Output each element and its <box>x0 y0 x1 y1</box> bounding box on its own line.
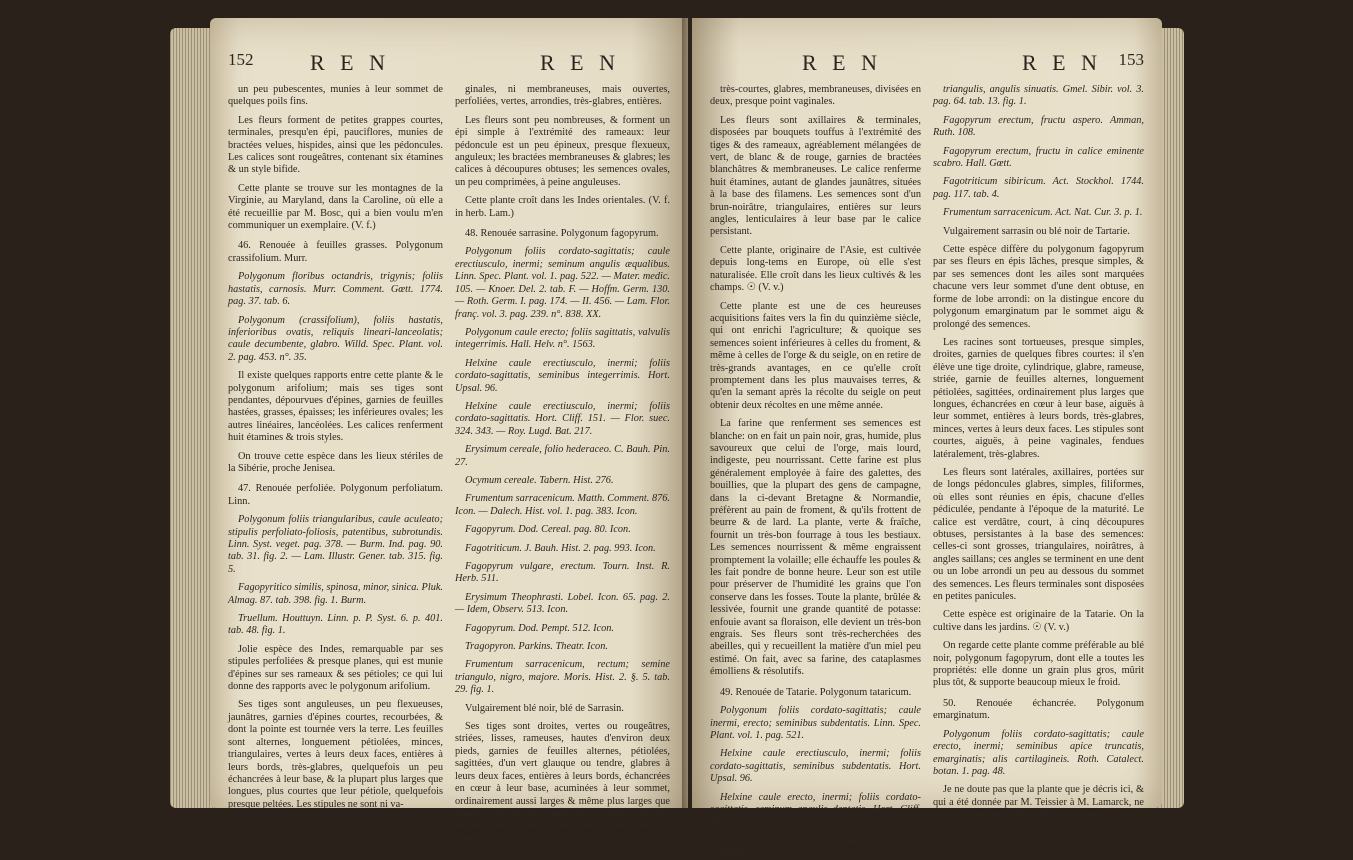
paragraph: Cette plante croît dans les Indes orientales. (V. f. in herb. Lam.) <box>455 195 670 219</box>
headword-right: R E N <box>540 50 620 75</box>
paragraph: Fagopyrum erectum, fructu aspero. Amman, Ruth. 108. <box>933 114 1144 139</box>
paragraph: Fagopyrum. Dod. Pempt. 512. Icon. <box>465 622 614 634</box>
paragraph: La farine que renferment ses semences est blanche: on en fait un pain noir, gras, humide, plus savoureux que celui de l'orge, mais lourd, indigeste, peu nourrissant. Cette farine est plus généralement employée à faire des galettes, des bouillies, que la plupart des gens de campagne, dans la ci-devant Bretagne & Normandie, préfèrent au pain de froment, & qu'ils frottent de beurre & de lard. La plante, verte & fraîche, fournit un très-bon fourrage à tous les bestiaux. Les semences nourrissent & même engraissent promptement la volaille; elle échauffe les poules & les fait pondre de bonne heure. Leur son est utile pour préserver de l'humidité les grains que l'on conserve dans les fosses. Toute la plante, brûlée & lessivée, fournit une grande quantité de potasse: enfouie avant sa floraison, elle devient un très-bon engrais. Ses fleurs sont très-recherchées des abeilles, qui y recueillent la matière d'un miel peu estimé. On fait, avec sa farine, des cataplasmes émolliens & résolutifs. <box>710 418 921 678</box>
paragraph: 48. Renouée sarrasine. Polygonum fagopyrum. <box>465 228 659 240</box>
paragraph: Ses tiges sont anguleuses, un peu flexueuses, jaunâtres, garnies d'épines courtes, recourbées, & dont la pointe est tournée vers la terre. Les feuilles sont alternes, longuement pétiolées, minces, triangulaires, vertes à leurs deux faces, entières à leurs bords, très-glabres, quelquefois un peu échancrées à leur base, & la plupart plus larges que longues, plus courtes que leur pétiole, quelquefois presque peltées. Les stipules ne sont ni va- <box>228 699 443 810</box>
paragraph: ginales, ni membraneuses, mais ouvertes, perfoliées, vertes, arrondies, très-glabres, entières. <box>455 84 670 108</box>
paragraph: Polygonum (crassifolium), foliis hastatis, inferioribus ovatis, reliquis lineari-lanceolatis; caule decumbente, glabro. Willd. Spec. Plant. vol. 2. pag. 453. n°. 35. <box>228 314 443 363</box>
paragraph: Tragopyron. Parkins. Theatr. Icon. <box>465 641 608 653</box>
paragraph: On trouve cette espèce dans les lieux stériles de la Sibérie, proche Jenisea. <box>228 450 443 474</box>
paragraph: Fagotriticum sibiricum. Act. Stockhol. 1744. pag. 117. tab. 4. <box>933 176 1144 200</box>
text-column-1 <box>710 84 921 859</box>
paragraph: Polygonum floribus octandris, trigynis; seminibus <box>710 834 921 859</box>
text-column-1 <box>228 84 443 810</box>
paragraph: Fagopyritico similis, spinosa, minor, sinica. Pluk. Almag. 87. tab. 398. fig. 1. Burm. <box>228 582 443 606</box>
paragraph: Il existe quelques rapports entre cette plante & le polygonum arifolium; mais ses tiges sont pendantes, dépourvues d'épines, garnies de feuilles hastées, grasses, épaisses; les inférieures ovales; les autres linéaires, lancéolées. Les calices renferment huit étamines & trois styles. <box>228 370 443 444</box>
paragraph: Fagotriticum. J. Bauh. Hist. 2. pag. 993. Icon. <box>465 542 656 554</box>
open-book <box>170 18 1190 859</box>
page-edges-left <box>170 28 214 808</box>
paragraph: un peu pubescentes, munies à leur sommet de quelques poils fins. <box>228 84 443 108</box>
headword-left: R E N <box>310 50 390 75</box>
headword-left: R E N <box>802 50 882 75</box>
paragraph: Polygonum floribus octandris, trigynis; foliis hastatis, carnosis. Murr. Comment. Gœtt. 1774. pag. 37. tab. 6. <box>228 271 443 308</box>
paragraph: 50. Renouée échancrée. Polygonum emarginatum. <box>933 697 1144 722</box>
text-column-2 <box>455 84 670 844</box>
paragraph: Truellum. Houttuyn. Linn. p. P. Syst. 6. p. 401. tab. 48. fig. 1. <box>228 613 443 637</box>
paragraph: Helxine caule erectiusculo, inermi; foliis cordato-sagittatis, seminibus subdentatis. Hort. Upsal. 96. <box>710 748 921 785</box>
paragraph: Cette espèce est originaire de la Tatarie. On la cultive dans les jardins. ☉ (V. v.) <box>933 609 1144 633</box>
running-head-right-page <box>692 50 1162 80</box>
right-page <box>692 18 1162 859</box>
paragraph: Cette plante, originaire de l'Asie, est cultivée depuis long-tems en Europe, où elle s'est naturalisée. Elle croît dans les lieux cultivés & les champs. ☉ (V. v.) <box>710 244 921 294</box>
paragraph: Helxine caule erecto, inermi; foliis cordato-sagittatis, seminum angulis dentatis. Hort. Cliff. 151. <box>710 791 921 828</box>
paragraph: Polygonum foliis cordato-sagittatis; caule erecto, inermi; seminibus apice truncatis, emarginatis; alis cartilagineis. Roth. Catalect. botan. 1. pag. 48. <box>933 728 1144 777</box>
paragraph: Fagopyrum vulgare, erectum. Tourn. Inst. R. Herb. 511. <box>455 561 670 585</box>
paragraph: Je ne doute pas que la plante que je décris ici, & qui a été donnée par M. Teissier à M. Lamarck, ne soit la même que celle de Roth, à laquelle je <box>933 784 1144 821</box>
paragraph: Fagopyrum. Dod. Cereal. pag. 80. Icon. <box>465 524 631 536</box>
paragraph: Les fleurs sont axillaires & terminales, disposées par bouquets touffus à l'extrémité des tiges & des rameaux, agréablement mélangées de vert, de blanc & de rouge, garnies de bractées blanchâtres & membraneuses. Le calice renferme huit étamines, autant de glandes jaunâtres, situées à la base des filamens. Les semences sont d'un brun-noirâtre, triangulaires, entières sur leurs angles, lenticulaires à leur base par le calice persistant. <box>710 114 921 238</box>
paragraph: Cette espèce diffère du polygonum fagopyrum par ses fleurs en épis lâches, presque simples, & par ses semences dont les ailes sont marquées chacune vers leur sommet d'une dent obtuse, en forme de lobe arrondi: on la distingue encore du polygonum emarginatum par le sommet aigu & prolongé des semences. <box>933 244 1144 330</box>
paragraph: Jolie espèce des Indes, remarquable par ses stipules perfoliées & presque planes, qui est munie d'épines sur ses rameaux & ses pétioles; ce qui lui donne des rapports avec le polygonum arifolium. <box>228 643 443 693</box>
paragraph: Vulgairement blé noir, blé de Sarrasin. <box>465 702 624 714</box>
paragraph: Les fleurs sont latérales, axillaires, portées sur de longs pédoncules glabres, simples, filiformes, où elles sont réunies en épis, chacune d'elles pédiculée, pendante à l'époque de la maturité. Le calice est verdâtre, court, à cinq découpures obtuses, persistantes à la base des semences: celles-ci sont grosses, triangulaires, noirâtres, à angles saillans; ces angles se terminent en une dent ou un lobe arrondi un peu au dessous du sommet des semences. Les fleurs terminales sont disposées en petites panicules. <box>933 466 1144 603</box>
paragraph: Cette plante est une de ces heureuses acquisitions faites vers la fin du quinzième siècle, qui ont enrichi l'agriculture; & quoique ses semences soient inférieures à celles du froment, & même à celles de l'orge & du seigle, on en retire de très-grands avantages, en ce qu'elle croît promptement dans les plus mauvaises terres, & qu'en la semant après la récolte du seigle on peut obtenir deux récoltes en une même année. <box>710 300 921 411</box>
text-column-2 <box>933 84 1144 821</box>
paragraph: Polygonum caule erecto; foliis sagittatis, valvulis integerrimis. Hall. Helv. n°. 1563. <box>455 326 670 351</box>
paragraph: Ocymum cereale. Tabern. Hist. 276. <box>465 474 614 486</box>
paragraph: Frumentum sarracenicum. Matth. Comment. 876. Icon. — Dalech. Hist. vol. 1. pag. 383. Icon. <box>455 493 670 517</box>
paragraph: Polygonum foliis triangularibus, caule aculeato; stipulis perfoliato-foliosis, patentibus, subrotundis. Linn. Syst. veget. pag. 378. — Burm. Ind. pag. 90. tab. 31. fig. 2. — Lam. Illustr. Gener. tab. 315. fig. 5. <box>228 514 443 575</box>
page-number: 152 <box>228 50 254 69</box>
paragraph: Les racines sont tortueuses, presque simples, droites, garnies de quelques fibres courtes: il s'en élève une tige droite, cylindrique, glabre, rameuse, striée, garnie de feuilles alternes, longuement pétiolées, sagittées, ordinairement plus larges que longues, échancrées en cœur à leur base, aiguës à leur sommet, entières à leurs bords, très-glabres, minces, vertes à leurs deux faces. Les stipules sont courtes, aiguës, à peine vaginales, fendues latéralement, très-glabres. <box>933 336 1144 460</box>
paragraph: Les fleurs forment de petites grappes courtes, terminales, presqu'en épi, pauciflores, munies de bractées velues, hispides, ainsi que les pédoncules. Les calices sont rougeâtres, contenant six étamines & un style bifide. <box>228 114 443 176</box>
paragraph: Polygonum foliis cordato-sagittatis; caule erectiusculo, inermi; seminum angulis æqualibus. Linn. Spec. Plant. vol. 1. pag. 522. — Mater. medic. 105. — Knoer. Del. 2. tab. F. — Hoffm. Germ. 130. — Roth. Germ. I. pag. 174. — II. 456. — Lam. Flor. franç. vol. 3. pag. 239. n°. 838. XX. <box>455 246 670 320</box>
left-page <box>210 18 688 844</box>
paragraph: Erysimum cereale, folio hederaceo. C. Bauh. Pin. 27. <box>455 444 670 468</box>
paragraph: Les fleurs sont peu nombreuses, & forment un épi simple à l'extrémité des rameaux: leur pédoncule est un peu épineux, presque flexueux, anguleux; les bractées membraneuses & glabres; les calices à découpures obtuses; les semences ovales, un peu comprimées, à peine anguleuses. <box>455 114 670 188</box>
paragraph: Frumentum sarracenicum. Act. Nat. Cur. 3. p. 1. <box>943 207 1143 219</box>
paragraph: 46. Renouée à feuilles grasses. Polygonum crassifolium. Murr. <box>228 240 443 264</box>
headword-right: R E N <box>1022 50 1102 75</box>
paragraph: Fagopyrum erectum, fructu in calice eminente scabro. Hall. Gœtt. <box>933 145 1144 170</box>
text-columns <box>710 84 1144 859</box>
paragraph: 47. Renouée perfoliée. Polygonum perfoliatum. Linn. <box>228 483 443 507</box>
paragraph: Polygonum foliis cordato-sagittatis; caule inermi, erecto; seminibus subdentatis. Linn. Spec. Plant. vol. 1. pag. 521. <box>710 705 921 741</box>
running-head-left-page <box>210 50 688 80</box>
paragraph: Cette plante se trouve sur les montagnes de la Virginie, au Maryland, dans la Caroline, où elle a été recueillie par M. Bosc, qui a bien voulu m'en communiquer un exemplaire. (V. f.) <box>228 182 443 232</box>
page-number: 153 <box>1118 50 1144 69</box>
paragraph: On regarde cette plante comme préférable au blé noir, polygonum fagopyrum, dont elle a toutes les propriétés: elle donne un grain plus gros, mûrit plus tôt, & supporte beaucoup mieux le froid. <box>933 640 1144 689</box>
text-columns <box>228 84 670 844</box>
paragraph: 49. Renouée de Tatarie. Polygonum tataricum. <box>720 686 912 698</box>
paragraph: Vulgairement sarrasin ou blé noir de Tartarie. <box>943 225 1130 237</box>
paragraph: Helxine caule erectiusculo, inermi; foliis cordato-sagittatis. Hort. Cliff. 151. — Flor. suec. 324. 343. — Roy. Lugd. Bat. 217. <box>455 400 670 437</box>
paragraph: Frumentum sarracenicum, rectum; semine triangulo, nigro, majore. Moris. Hist. 2. §. 5. tab. 29. fig. 1. <box>455 659 670 696</box>
paragraph: Helxine caule erectiusculo, inermi; foliis cordato-sagittatis, seminibus integerrimis. Hort. Upsal. 96. <box>455 357 670 394</box>
paragraph: triangulis, angulis sinuatis. Gmel. Sibir. vol. 3. pag. 64. tab. 13. fig. 1. <box>933 84 1144 108</box>
paragraph: très-courtes, glabres, membraneuses, divisées en deux, presque point vaginales. <box>710 84 921 108</box>
paragraph: Erysimum Theophrasti. Lobel. Icon. 65. pag. 2. — Idem, Observ. 513. Icon. <box>455 591 670 616</box>
paragraph: Ses tiges sont droites, vertes ou rougeâtres, striées, lisses, rameuses, hautes d'environ deux pieds, garnies de feuilles alternes, pétiolées, sagittées, d'un vert glauque ou tendre, glabres à leurs deux faces, entières à leurs bords, échancrées en cœur à leur base, acuminées à leur sommet, ordinairement aussi larges & même plus larges que longues; les feuilles supérieures presque sessiles; les dernières amplexicaules. Les stipules sont très-courtes, <box>455 721 670 844</box>
